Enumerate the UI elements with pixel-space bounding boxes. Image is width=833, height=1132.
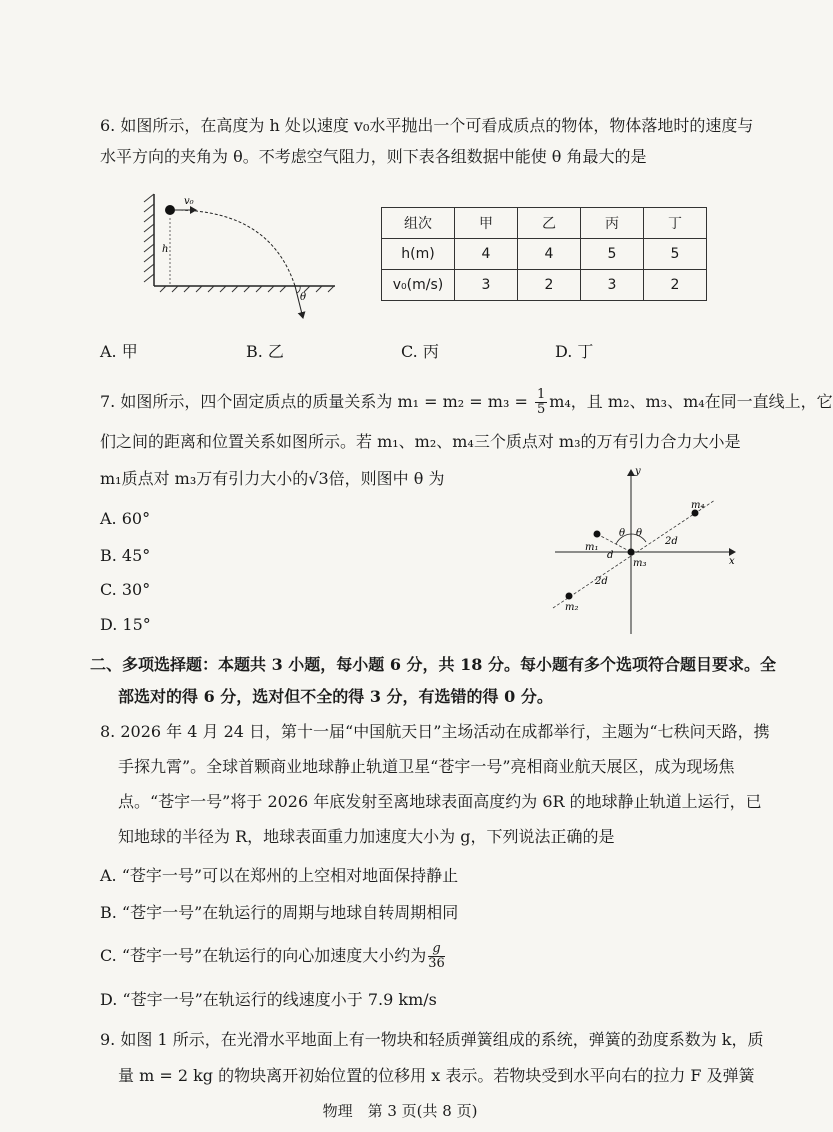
table-header-cell: 甲 <box>455 208 518 239</box>
q7-text-line1 <box>100 388 833 417</box>
table-cell: 3 <box>581 270 644 301</box>
x-axis-label: x <box>729 556 735 567</box>
table-cell: h(m) <box>382 239 455 270</box>
q7-option-d: D. 15° <box>100 615 151 634</box>
table-cell: 5 <box>644 239 707 270</box>
q8-text-line4: 知地球的半径为 R，地球表面重力加速度大小为 g，下列说法正确的是 <box>118 827 615 846</box>
d-label: d <box>607 550 614 561</box>
q8-option-c <box>100 942 447 971</box>
m1-point-icon <box>594 531 601 538</box>
h-label: h <box>162 244 169 255</box>
projectile-ball-icon <box>165 205 175 215</box>
page-footer: 物理 第 3 页(共 8 页) <box>322 1102 478 1120</box>
frac-denominator: 5 <box>536 402 546 417</box>
q7-fraction <box>535 388 547 417</box>
y-axis-label: y <box>635 466 641 477</box>
q7-option-a: A. 60° <box>100 509 151 528</box>
m3-point-icon <box>628 549 635 556</box>
q6-projectile-figure <box>140 190 340 330</box>
q7-option-b: B. 45° <box>100 546 151 565</box>
table-cell: 4 <box>455 239 518 270</box>
m2-point-icon <box>566 593 573 600</box>
section2-line2: 部选对的得 6 分，选对但不全的得 3 分，有选错的得 0 分。 <box>118 687 553 706</box>
q7-mass-figure <box>545 460 745 640</box>
table-cell: 3 <box>455 270 518 301</box>
theta-right-label: θ <box>636 528 643 539</box>
q8-option-b: B. “苍宇一号”在轨运行的周期与地球自转周期相同 <box>100 903 459 922</box>
q7-option-c: C. 30° <box>100 580 151 599</box>
q9-text-line1: 9. 如图 1 所示，在光滑水平地面上有一物块和轻质弹簧组成的系统，弹簧的劲度系数为 k，质 <box>100 1030 764 1049</box>
q6-option-a: A. 甲 <box>100 342 138 361</box>
q8-option-c-text: C. “苍宇一号”在轨运行的向心加速度大小约为 <box>100 946 427 965</box>
table-row <box>382 270 707 301</box>
q9-text-line2: 量 m = 2 kg 的物块离开初始位置的位移用 x 表示。若物块受到水平向右的拉力 F 及弹簧 <box>118 1066 755 1085</box>
table-header-cell: 丙 <box>581 208 644 239</box>
2d-upper-label: 2d <box>665 536 678 547</box>
frac-denominator: 36 <box>428 956 445 971</box>
m3-label: m₃ <box>633 558 647 569</box>
table-row <box>382 239 707 270</box>
section2-line1: 二、多项选择题：本题共 3 小题，每小题 6 分，共 18 分。每小题有多个选项符合题目要求。全 <box>90 655 776 674</box>
m1-label: m₁ <box>585 542 599 553</box>
q8-text-line3: 点。“苍宇一号”将于 2026 年底发射至离地球表面高度约为 6R 的地球静止轨道上运行，已 <box>118 792 762 811</box>
q6-text-line2: 水平方向的夹角为 θ。不考虑空气阻力，则下表各组数据中能使 θ 角最大的是 <box>100 147 647 166</box>
table-cell: 2 <box>644 270 707 301</box>
q6-text-line1: 6. 如图所示，在高度为 h 处以速度 v₀水平抛出一个可看成质点的物体，物体落地时的速度与 <box>100 116 754 135</box>
table-header-cell: 乙 <box>518 208 581 239</box>
q7-text-line3: m₁质点对 m₃万有引力大小的√3倍，则图中 θ 为 <box>100 469 445 488</box>
q6-option-c: C. 丙 <box>401 342 439 361</box>
q6-option-d: D. 丁 <box>555 342 594 361</box>
frac-numerator: 1 <box>536 387 546 402</box>
q6-data-table <box>381 207 707 301</box>
q8-text-line2: 手探九霄”。全球首颗商业地球静止轨道卫星“苍宇一号”亮相商业航天展区，成为现场焦 <box>118 757 735 776</box>
table-cell: 2 <box>518 270 581 301</box>
q7-line1-post: m₄，且 m₂、m₃、m₄在同一直线上，它 <box>549 392 833 411</box>
q8-option-d: D. “苍宇一号”在轨运行的线速度小于 7.9 km/s <box>100 990 437 1009</box>
q8-option-c-fraction <box>428 942 445 971</box>
2d-lower-label: 2d <box>595 576 608 587</box>
v0-label: v₀ <box>184 196 194 207</box>
theta-left-label: θ <box>619 528 626 539</box>
frac-numerator: g <box>428 942 445 957</box>
table-cell: 4 <box>518 239 581 270</box>
theta-label: θ <box>300 292 307 303</box>
table-header-cell: 丁 <box>644 208 707 239</box>
q7-line1-pre: 7. 如图所示，四个固定质点的质量关系为 m₁ = m₂ = m₃ = <box>100 392 533 411</box>
q6-option-b: B. 乙 <box>246 342 284 361</box>
m4-label: m₄ <box>691 500 705 511</box>
table-row <box>382 208 707 239</box>
q8-text-line1: 8. 2026 年 4 月 24 日，第十一届“中国航天日”主场活动在成都举行，主题为“七秩问天路，携 <box>100 722 770 741</box>
table-cell: v₀(m/s) <box>382 270 455 301</box>
q7-text-line2: 们之间的距离和位置关系如图所示。若 m₁、m₂、m₄三个质点对 m₃的万有引力合力大小是 <box>100 432 741 451</box>
table-header-cell: 组次 <box>382 208 455 239</box>
m2-label: m₂ <box>565 602 579 613</box>
table-cell: 5 <box>581 239 644 270</box>
q8-option-a: A. “苍宇一号”可以在郑州的上空相对地面保持静止 <box>100 866 459 885</box>
